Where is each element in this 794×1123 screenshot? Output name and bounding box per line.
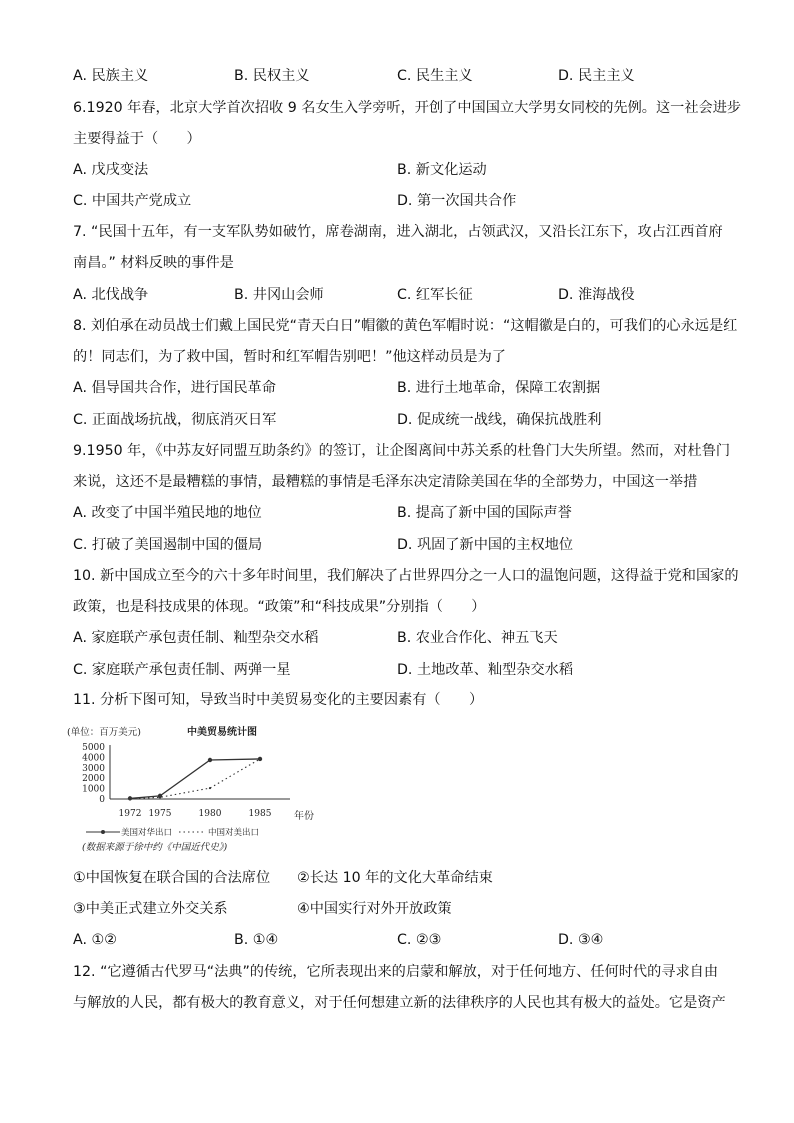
q11-option-a: A. ①② [73, 932, 117, 948]
chart-axes [110, 745, 290, 799]
series-line-us-export [130, 759, 260, 798]
q10-option-c: C. 家庭联产承包责任制、两弹一星 [73, 662, 291, 678]
q7-option-a: A. 北伐战争 [73, 287, 149, 303]
q11-statement-1: ①中国恢复在联合国的合法席位 [73, 870, 271, 886]
data-point [209, 787, 211, 789]
q7-stem-line1: 7. “民国十五年，有一支军队势如破竹，席卷湖南，进入湖北，占领武汉，又沿长江东下，攻占江西首府 [73, 224, 723, 240]
q6-option-b: B. 新文化运动 [397, 162, 487, 178]
q5-option-d: D. 民主主义 [558, 68, 635, 84]
q11-stem: 11. 分析下图可知，导致当时中美贸易变化的主要因素有（ ） [73, 692, 484, 708]
legend-label-us-export: 美国对华出口 [121, 828, 173, 838]
q6-option-c: C. 中国共产党成立 [73, 193, 192, 209]
y-tick-label: 5000 [82, 743, 105, 753]
q12-stem-line1: 12. “它遵循古代罗马“法典”的传统，它所表现出来的启蒙和解放，对于任何地方、任何时代的寻求自由 [73, 964, 719, 980]
chart-title: 中美贸易统计图 [187, 727, 257, 738]
y-tick-label: 2000 [82, 774, 105, 785]
data-point [129, 798, 131, 800]
x-tick-label: 1975 [148, 809, 172, 819]
q10-option-b: B. 农业合作化、神五飞天 [397, 630, 558, 646]
trade-line-chart [62, 722, 322, 854]
q6-option-a: A. 戊戌变法 [73, 162, 149, 178]
q7-option-b: B. 井冈山会师 [234, 287, 324, 303]
q8-option-a: A. 倡导国共合作，进行国民革命 [73, 380, 276, 396]
legend-marker-us-export [101, 830, 105, 834]
q7-option-c: C. 红军长征 [397, 287, 473, 303]
q11-option-b: B. ①④ [234, 932, 279, 948]
q8-option-d: D. 促成统一战线，确保抗战胜利 [397, 412, 602, 428]
q11-statement-2: ②长达 10 年的文化大革命结束 [297, 870, 493, 886]
q5-option-c: C. 民生主义 [397, 68, 473, 84]
x-tick-label: 1985 [248, 809, 272, 819]
q10-option-d: D. 土地改革、籼型杂交水稻 [397, 662, 574, 678]
q6-stem-line1: 6.1920 年春，北京大学首次招收 9 名女生入学旁听，开创了中国国立大学男女同校的先例。这一社会进步 [73, 100, 742, 116]
q9-option-b: B. 提高了新中国的国际声誉 [397, 505, 572, 521]
q11-option-c: C. ②③ [397, 932, 442, 948]
q6-stem-line2: 主要得益于（ ） [73, 131, 201, 147]
q5-option-b: B. 民权主义 [234, 68, 310, 84]
q11-statement-4: ④中国实行对外开放政策 [297, 901, 452, 917]
y-tick-labels [82, 743, 105, 805]
q10-stem-line1: 10. 新中国成立至今的六十多年时间里，我们解决了占世界四分之一人口的温饱问题，这得益于党和国家的 [73, 568, 739, 584]
q6-option-d: D. 第一次国共合作 [397, 193, 517, 209]
q9-option-d: D. 巩固了新中国的主权地位 [397, 537, 574, 553]
q5-option-a: A. 民族主义 [73, 68, 149, 84]
x-tick-label: 1980 [198, 809, 222, 819]
q8-stem-line2: 的！同志们，为了救中国，暂时和红军帽告别吧！”他这样动员是为了 [73, 349, 506, 365]
q8-option-c: C. 正面战场抗战，彻底消灭日军 [73, 412, 277, 428]
chart-series [128, 757, 262, 801]
q10-stem-line2: 政策，也是科技成果的体现。“政策”和“科技成果”分别指（ ） [73, 599, 486, 615]
q9-stem-line2: 来说，这还不是最糟糕的事情，最糟糕的事情是毛泽东决定清除美国在华的全部势力，中国这一举措 [73, 474, 698, 490]
q9-option-c: C. 打破了美国遏制中国的僵局 [73, 537, 263, 553]
q10-option-a: A. 家庭联产承包责任制、籼型杂交水稻 [73, 630, 319, 646]
y-tick-label: 1000 [82, 784, 105, 795]
data-point [259, 758, 261, 760]
y-tick-label: 4000 [82, 753, 105, 764]
q8-stem-line1: 8. 刘伯承在动员战士们戴上国民党“青天白日”帽徽的黄色军帽时说：“这帽徽是白的，可我们的心永远是红 [73, 318, 738, 334]
q11-option-d: D. ③④ [558, 932, 604, 948]
q9-stem-line1: 9.1950 年，《中苏友好同盟互助条约》的签订，让企图离间中苏关系的杜鲁门大失所望。然而，对杜鲁门 [73, 443, 731, 459]
q7-stem-line2: 南昌。” 材料反映的事件是 [73, 255, 234, 271]
chart-unit-label: (单位：百万美元) [67, 727, 141, 738]
x-tick-label: 1972 [118, 809, 142, 819]
q8-option-b: B. 进行土地革命，保障工农割据 [397, 380, 601, 396]
data-point [208, 758, 212, 762]
q11-statement-3: ③中美正式建立外交关系 [73, 901, 228, 917]
q9-option-a: A. 改变了中国半殖民地的地位 [73, 505, 262, 521]
chart-source-note: (数据来源于徐中约《中国近代史》) [82, 842, 228, 853]
y-tick-label: 0 [99, 795, 105, 805]
x-axis-label: 年份 [294, 811, 314, 822]
data-point [159, 796, 161, 798]
q7-option-d: D. 淮海战役 [558, 287, 635, 303]
x-tick-labels [119, 809, 272, 819]
series-line-cn-export [130, 759, 260, 799]
q12-stem-line2: 与解放的人民，都有极大的教育意义，对于任何想建立新的法律秩序的人民也其有极大的益处。它是资产 [73, 995, 726, 1011]
legend-label-cn-export: 中国对美出口 [208, 828, 260, 838]
chart-legend [86, 827, 259, 838]
y-tick-label: 3000 [82, 763, 105, 774]
